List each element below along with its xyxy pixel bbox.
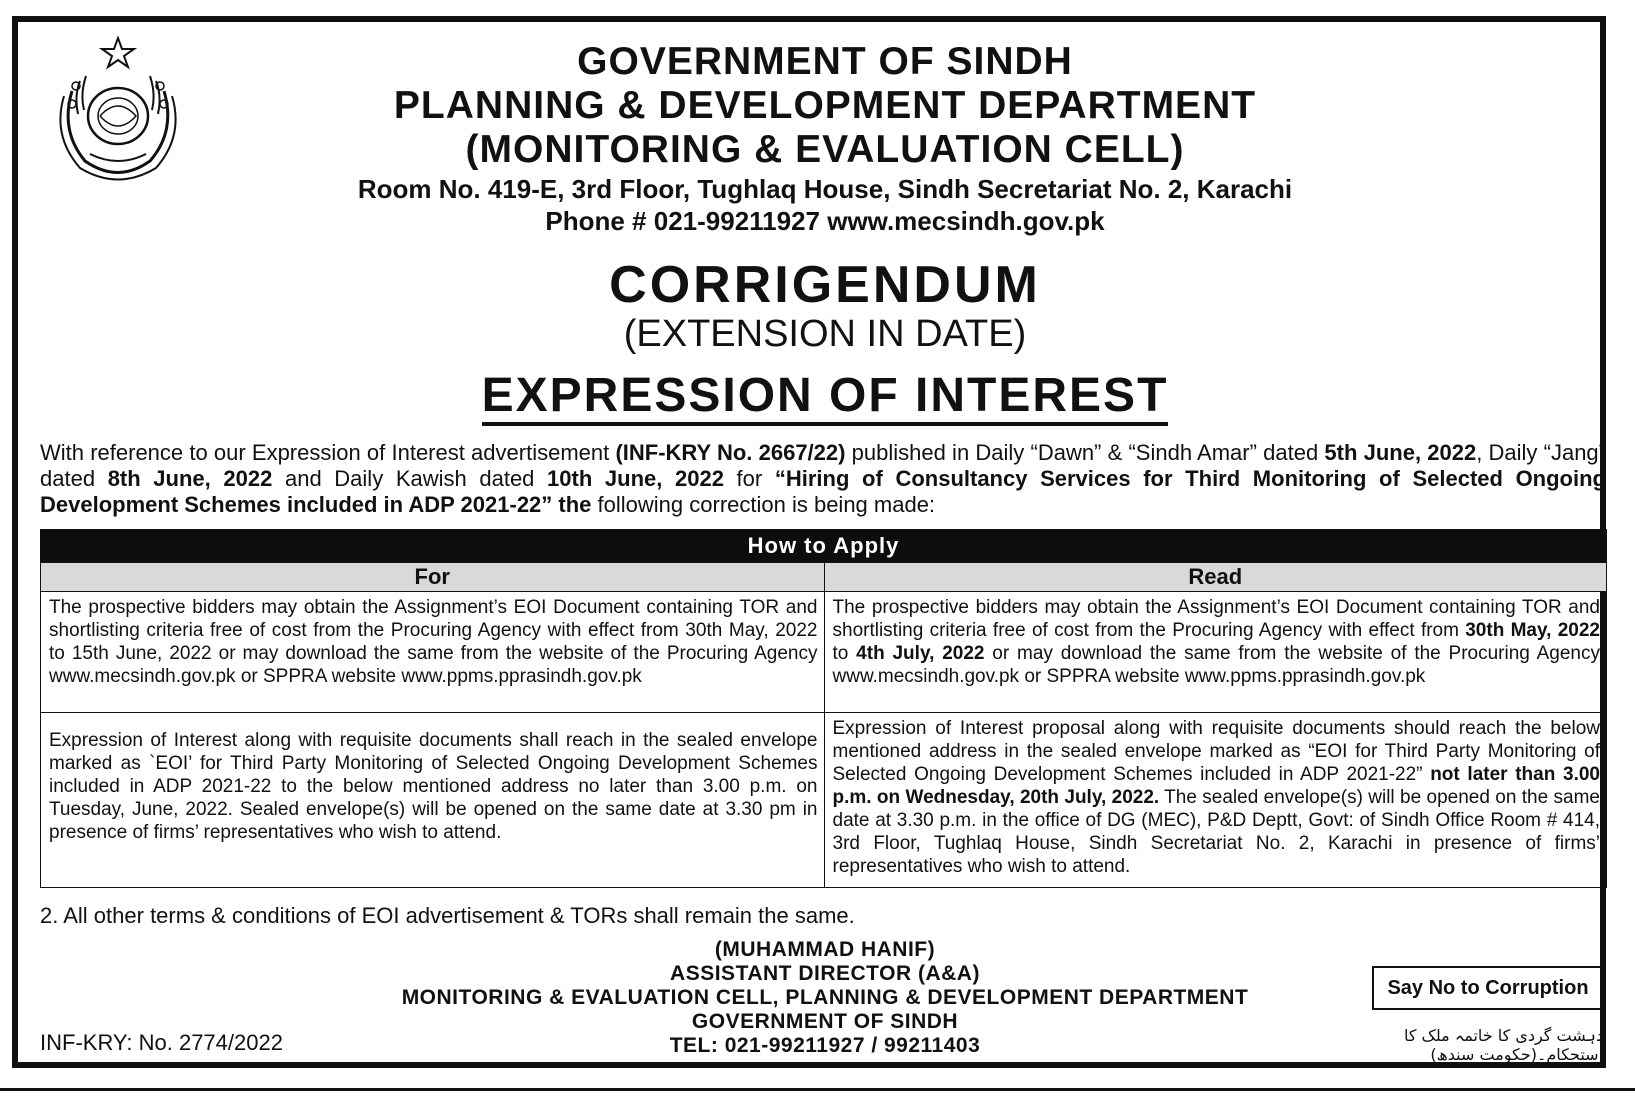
header-government: GOVERNMENT OF SINDH [577,40,1073,83]
table-row [41,591,1606,712]
table-row [41,712,1606,887]
signatory-telephone: TEL: 021-99211927 / 99211403 [669,1034,981,1057]
signatory-designation: ASSISTANT DIRECTOR (A&A) [670,962,980,985]
table-heading: How to Apply [41,530,1606,562]
column-for: For [414,564,450,589]
extension-subtitle: (EXTENSION IN DATE) [623,313,1027,355]
urdu-slogan: دہشت گردی کا خاتمہ ملک کا استحکام۔(حکومت سندھ) [1403,1026,1603,1064]
header-contact: Phone # 021-99211927 www.mecsindh.gov.pk [545,206,1105,236]
intro-paragraph: With reference to our Expression of Interest advertisement (INF-KRY No. 2667/22) published in Daily “Dawn” & “Sindh Amar” dated 5th June, 2022, Daily “Jang” dated 8th June, 2022 and Daily Kawish dated 10th June, 2022 for “Hiring of Consultancy Services for Third Monitoring of Selected Ongoing Development Schemes included in ADP 2021-22” the following correction is being made: [40,440,1606,517]
row1-for-cell: The prospective bidders may obtain the Assignment’s EOI Document containing TOR and shortlisting criteria free of cost from the Procuring Agency with effect from 30th May, 2022 to 15th June, 2022 or may download the same from the website of the Procuring Agency www.mecsindh.gov.pk or SPPRA website www.ppms.pprasindh.gov.pk [49,597,818,687]
header-department: PLANNING & DEVELOPMENT DEPARTMENT [393,84,1257,127]
signatory-office: MONITORING & EVALUATION CELL, PLANNING & DEVELOPMENT DEPARTMENT [401,986,1249,1009]
corrigendum-title: CORRIGENDUM [609,256,1041,314]
other-terms-note: 2. All other terms & conditions of EOI advertisement & TORs shall remain the same. [40,903,855,928]
bottom-rule [0,1088,1635,1091]
eoi-title: EXPRESSION OF INTEREST [482,370,1169,426]
row2-for-cell: Expression of Interest along with requisite documents shall reach in the sealed envelope marked as `EOI’ for Third Party Monitoring of Selected Ongoing Development Schemes included in ADP 2021-22 to the below mentioned address no later than 3.00 p.m. on Tuesday, June, 2022. Sealed envelope(s) will be opened on the same date at 3.30 pm in presence of firms’ representatives who wish to attend. [49,730,818,843]
header-cell: (MONITORING & EVALUATION CELL) [465,128,1185,171]
sindh-government-seal [50,36,190,186]
table-column-headers [41,562,1606,591]
row2-read-cell: Expression of Interest proposal along with requisite documents should reach the below mentioned address in the sealed envelope marked as “EOI for Third Party Monitoring of Selected Ongoing Development Schemes included in ADP 2021-22” not later than 3.00 p.m. on Wednesday, 20th July, 2022. The sealed envelope(s) will be opened on the same date at 3.30 p.m. in the office of DG (MEC), P&D Deptt, Govt: of Sindh Office Room # 414, 3rd Floor, Tughlaq House, Sindh Secretariat No. 2, Karachi in presence of firms’ representatives who wish to attend. [824,713,1607,887]
signatory-name: (MUHAMMAD HANIF) [714,938,936,961]
signatory-government: GOVERNMENT OF SINDH [691,1010,959,1033]
row1-read-cell: The prospective bidders may obtain the Assignment’s EOI Document containing TOR and shortlisting criteria free of cost from the Procuring Agency with effect from 30th May, 2022 to 4th July, 2022 or may download the same from the website of the Procuring Agency www.mecsindh.gov.pk or SPPRA website www.ppms.pprasindh.gov.pk [824,592,1607,712]
how-to-apply-table [40,529,1607,888]
header-address: Room No. 419-E, 3rd Floor, Tughlaq House, Sindh Secretariat No. 2, Karachi [357,174,1293,204]
say-no-to-corruption-box: Say No to Corruption [1372,966,1604,1010]
inf-number: INF-KRY: No. 2774/2022 [40,1030,283,1055]
column-read: Read [824,563,1607,591]
